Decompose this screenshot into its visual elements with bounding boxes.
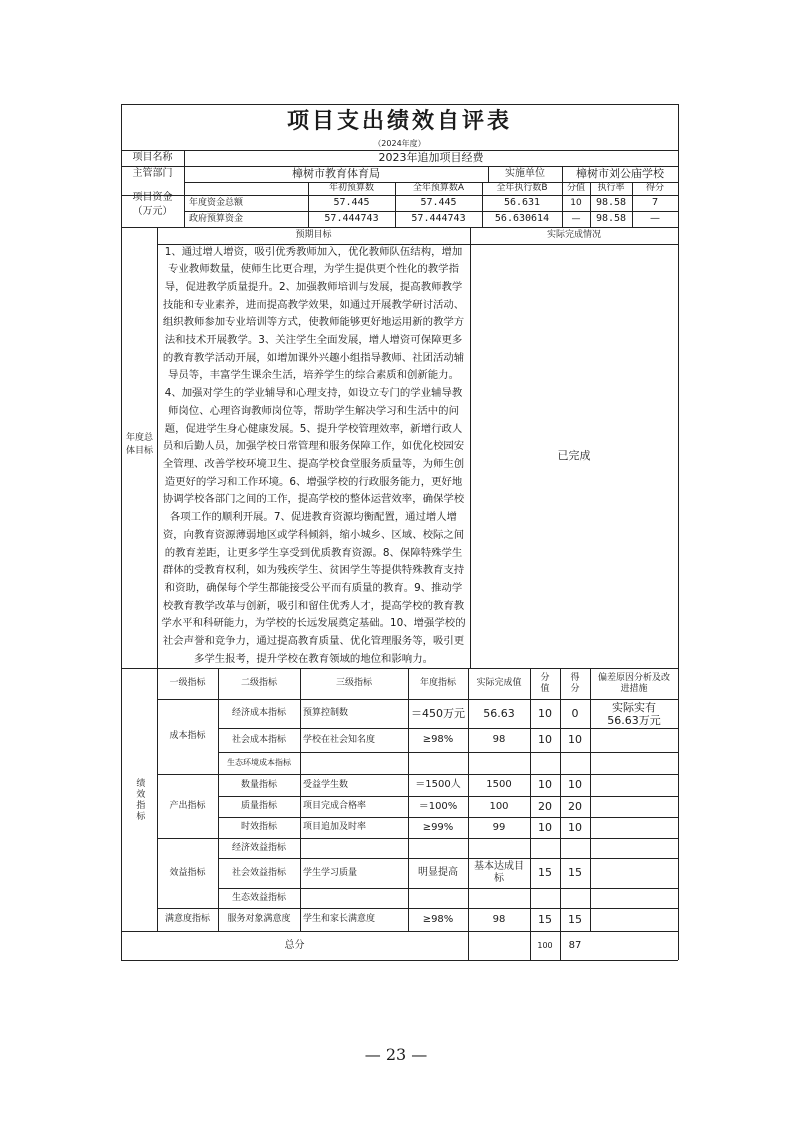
project-name-value: 2023年追加项目经费 (378, 151, 484, 165)
benefit-social-target: 明显提高 (418, 867, 458, 878)
satisfaction-label: 满意度指标 (164, 914, 210, 925)
ind-header-score-value: 分值 (540, 672, 550, 694)
funds-row-gov-initial: 57.444743 (324, 213, 379, 224)
output-quality-target: ＝100% (418, 800, 458, 812)
funds-row-total-score: 7 (651, 197, 659, 208)
cost-economic-value: 10 (538, 706, 552, 720)
indicators-section-label (121, 668, 157, 931)
cost-economic-note: 实际实有56.63万元 (607, 700, 661, 727)
funds-row-total-score-value: 10 (570, 197, 582, 208)
dept-value: 樟树市教育体育局 (292, 167, 380, 181)
total-label: 总分 (284, 939, 305, 951)
satisfaction-actual: 98 (492, 913, 506, 925)
benefit-social-value: 15 (538, 866, 552, 880)
cost-social-value: 10 (538, 733, 552, 747)
page-number: — 23 — (364, 1045, 428, 1065)
satisfaction-name: 学生和家长满意度 (303, 914, 376, 925)
output-timeliness-target: ≥99% (422, 821, 454, 833)
benefit-social-label: 社会效益指标 (231, 867, 286, 878)
funds-row-gov-score: — (650, 213, 660, 224)
funds-row-gov-name: 政府预算资金 (189, 213, 244, 224)
funds-header-score-value: 分值 (566, 183, 585, 194)
benefit-eco-label: 生态效益指标 (231, 892, 286, 903)
funds-header-initial: 年初预算数 (328, 183, 374, 194)
output-quantity-name: 受益学生数 (303, 779, 349, 790)
satisfaction-sub-label: 服务对象满意度 (227, 914, 291, 925)
cost-economic-name: 预算控制数 (303, 708, 349, 719)
funds-label: 项目资金（万元） (132, 191, 173, 217)
benefit-social-name: 学生学习质量 (303, 867, 358, 878)
benefit-social-score: 15 (568, 866, 582, 880)
ind-header-level2: 二级指标 (240, 678, 277, 689)
funds-row-total-annual: 57.445 (420, 197, 457, 208)
output-quality-value: 20 (538, 799, 552, 813)
satisfaction-score: 15 (568, 912, 582, 926)
output-timeliness-label: 时效指标 (240, 822, 277, 833)
funds-row-gov-annual: 57.444743 (411, 213, 466, 224)
funds-row-total-executed: 56.631 (503, 197, 541, 208)
project-name-label: 项目名称 (132, 152, 173, 163)
output-quantity-value: 10 (538, 778, 552, 792)
output-quality-actual: 100 (489, 800, 509, 812)
output-quality-label: 质量指标 (240, 801, 277, 812)
ind-header-level3: 三级指标 (335, 678, 372, 689)
output-quantity-target: ＝1500人 (415, 779, 461, 790)
benefit-label: 效益指标 (169, 867, 206, 878)
output-timeliness-actual: 99 (492, 821, 506, 833)
unit-value: 樟树市刘公庙学校 (576, 167, 664, 181)
output-timeliness-name: 项目追加及时率 (303, 822, 367, 833)
goals-expected-text: 1、通过增人增资，吸引优秀教师加入，优化教师队伍结构，增加专业教师数量，使师生比更合理，为学生提供更个性化的教学指导，促进教学质量提升。2、加强教师培训与发展，提高教师教学技能和专业素养，进而提高教学效果，如通过开展教学研讨活动、组织教师参加专业培训等方式，使教师能够更好地运用新的教学方法和技术开展教学。3、关注学生全面发展，增人增资可保障更多的教育教学活动开展，如增加课外兴趣小组指导教师、社团活动辅导员等，丰富学生课余生活，培养学生的综合素质和创新能力。4、加强对学生的学业辅导和心理支持，如设立专门的学业辅导教师岗位、心理咨询教师岗位等，帮助学生解决学习和生活中的问题，促进学生身心健康发展。5、提升学校管理效率，新增行政人员和后勤人员，加强学校日常管理和服务保障工作，如优化校园安全管理、改善学校环境卫生、提高学校食堂服务质量等，为师生创造更好的学习和工作环境。6、增强学校的行政服务能力，更好地协调学校各部门之间的工作，提高学校的整体运营效率，确保学校各项工作的顺利开展。7、促进教育资源均衡配置，通过增人增资，向教育资源薄弱地区或学科倾斜，缩小城乡、区域、校际之间的教育差距，让更多学生享受到优质教育资源。8、保障特殊学生群体的受教育权利，如为残疾学生、贫困学生等提供特殊教育支持和资助，确保每个学生都能接受公平而有质量的教育。9、推动学校教育教学改革与创新，吸引和留住优秀人才，提高学校的教育教学水平和科研能力，为学校的长远发展奠定基础。10、增强学校的社会声誉和竞争力，通过提高教育质量、优化管理服务等，吸引更多学生报考，提升学校在教育领域的地位和影响力。 (161, 245, 466, 665)
output-quality-score: 20 (568, 799, 582, 813)
goals-actual-header: 实际完成情况 (546, 230, 601, 241)
year-label: （2024年度） (373, 138, 426, 148)
cost-label: 成本指标 (169, 731, 206, 742)
funds-header-rate: 执行率 (597, 183, 625, 194)
funds-row-total-rate: 98.58 (595, 197, 627, 208)
funds-header-executed: 全年执行数B (496, 183, 548, 194)
ind-header-level1: 一级指标 (169, 678, 206, 689)
output-quantity-label: 数量指标 (240, 779, 277, 790)
output-quantity-score: 10 (568, 778, 582, 792)
cost-economic-target: ＝450万元 (411, 706, 465, 720)
output-label: 产出指标 (169, 800, 206, 811)
satisfaction-target: ≥98% (422, 913, 454, 925)
output-timeliness-value: 10 (538, 820, 552, 834)
ind-header-target: 年度指标 (420, 678, 456, 689)
satisfaction-value: 15 (538, 912, 552, 926)
funds-row-gov-score-value: — (571, 213, 581, 224)
cost-economic-label: 经济成本指标 (231, 708, 286, 719)
output-quantity-actual: 1500 (486, 779, 512, 790)
indicators-section-text: 绩效指标 (134, 777, 145, 822)
cost-economic-actual: 56.63 (483, 706, 515, 720)
total-value: 100 (537, 940, 553, 950)
dept-label: 主管部门 (132, 168, 173, 179)
page-title: 项目支出绩效自评表 (286, 107, 512, 134)
cost-social-actual: 98 (492, 734, 506, 745)
ind-header-deviation: 偏差原因分析及改进措施 (597, 672, 670, 694)
benefit-social-actual: 基本达成目标 (474, 861, 524, 884)
funds-header-score: 得分 (645, 183, 664, 194)
goals-actual-text: 已完成 (557, 449, 591, 463)
funds-row-gov-executed: 56.630614 (494, 213, 550, 224)
total-score: 87 (568, 939, 582, 951)
funds-row-gov-rate: 98.58 (595, 213, 627, 224)
cost-economic-score: 0 (571, 706, 579, 720)
output-timeliness-score: 10 (568, 820, 582, 834)
funds-row-total-name: 年度资金总额 (189, 197, 244, 208)
unit-label: 实施单位 (505, 168, 545, 179)
cost-social-score: 10 (568, 733, 582, 747)
cost-social-name: 学校在社会知名度 (303, 734, 376, 745)
benefit-economic-label: 经济效益指标 (231, 842, 286, 853)
cost-eco-label: 生态环境成本指标 (227, 758, 291, 768)
funds-header-annual: 全年预算数A (412, 183, 465, 194)
goals-expected-header: 预期目标 (295, 230, 332, 241)
ind-header-actual: 实际完成值 (476, 678, 522, 689)
funds-row-total-initial: 57.445 (333, 197, 370, 208)
ind-header-score: 得分 (570, 672, 580, 694)
cost-social-label: 社会成本指标 (231, 734, 286, 745)
goals-label: 年度总体目标 (125, 433, 153, 456)
output-quality-name: 项目完成合格率 (303, 801, 367, 812)
cost-social-target: ≥98% (422, 734, 454, 745)
